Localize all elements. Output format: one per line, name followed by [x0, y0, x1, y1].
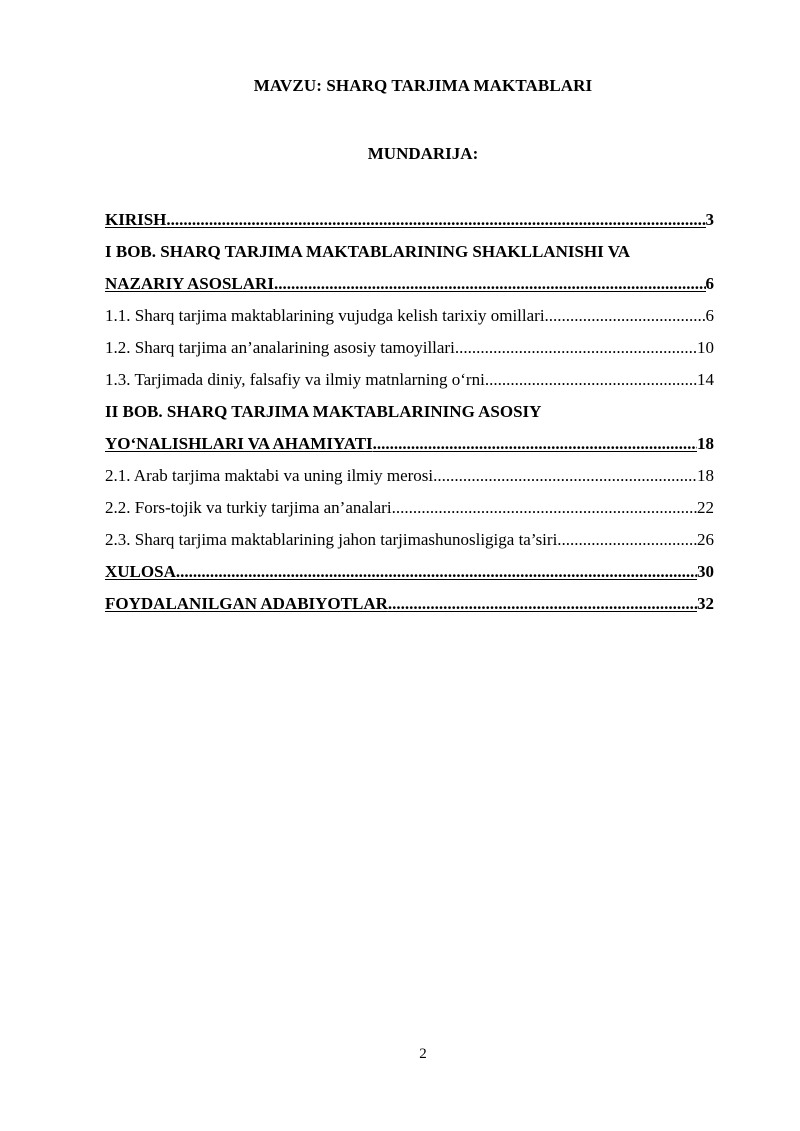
toc-entry-page: 14	[697, 370, 714, 389]
toc-heading: MUNDARIJA:	[367, 144, 479, 163]
toc-entry-title: 1.1. Sharq tarjima maktablarining vujudga kelish tarixiy omillari	[105, 306, 545, 325]
toc-entry-page: 26	[697, 530, 714, 549]
toc-entry-chapter-2-line-1[interactable]	[105, 396, 714, 428]
toc-entry-chapter-1-line-2[interactable]	[105, 268, 714, 300]
toc-dot-leader	[485, 364, 697, 396]
toc-entry-page: 3	[705, 210, 714, 229]
table-of-contents	[105, 204, 714, 620]
toc-entry-references[interactable]	[105, 588, 714, 620]
toc-dot-leader	[166, 204, 705, 236]
toc-dot-leader	[455, 332, 697, 364]
toc-entry-page: 18	[697, 466, 714, 485]
toc-entry-page: 6	[705, 306, 714, 325]
toc-dot-leader	[545, 300, 706, 332]
toc-entry-title: YO‘NALISHLARI VA AHAMIYATI	[105, 434, 373, 453]
toc-dot-leader	[274, 268, 706, 300]
toc-entry-chapter-2-line-2[interactable]	[105, 428, 714, 460]
toc-entry-page: 32	[697, 594, 714, 613]
toc-dot-leader	[388, 588, 697, 620]
toc-entry-title: NAZARIY ASOSLARI	[105, 274, 274, 293]
toc-entry-section-1-2[interactable]	[105, 332, 714, 364]
toc-entry-section-2-3[interactable]	[105, 524, 714, 556]
toc-entry-title: II BOB. SHARQ TARJIMA MAKTABLARINING ASOSIY	[105, 402, 542, 421]
toc-entry-section-1-1[interactable]	[105, 300, 714, 332]
toc-entry-title: 2.2. Fors-tojik va turkiy tarjima an’analari	[105, 498, 392, 517]
toc-dot-leader	[433, 460, 697, 492]
toc-entry-page: 30	[697, 562, 714, 581]
toc-entry-title: 2.3. Sharq tarjima maktablarining jahon tarjimashunosligiga ta’siri	[105, 530, 558, 549]
toc-entry-chapter-1-line-1[interactable]	[105, 236, 714, 268]
page-number: 2	[419, 1046, 427, 1062]
toc-dot-leader	[392, 492, 697, 524]
toc-entry-title: KIRISH	[105, 210, 167, 229]
topic-title: MAVZU: SHARQ TARJIMA MAKTABLARI	[253, 76, 593, 95]
toc-dot-leader	[557, 524, 697, 556]
toc-entry-page: 6	[705, 274, 714, 293]
toc-entry-page: 22	[697, 498, 714, 517]
toc-entry-title: 2.1. Arab tarjima maktabi va uning ilmiy merosi	[105, 466, 434, 485]
toc-dot-leader	[176, 556, 697, 588]
toc-entry-title: FOYDALANILGAN ADABIYOTLAR	[105, 594, 388, 613]
toc-entry-page: 18	[697, 434, 714, 453]
toc-entry-xulosa[interactable]	[105, 556, 714, 588]
toc-entry-section-1-3[interactable]	[105, 364, 714, 396]
toc-entry-kirish[interactable]	[105, 204, 714, 236]
toc-entry-title: I BOB. SHARQ TARJIMA MAKTABLARINING SHAKLLANISHI VA	[105, 242, 631, 261]
toc-entry-section-2-1[interactable]	[105, 460, 714, 492]
toc-entry-page: 10	[697, 338, 714, 357]
toc-entry-title: XULOSA	[105, 562, 176, 581]
toc-entry-title: 1.2. Sharq tarjima an’analarining asosiy tamoyillari	[105, 338, 455, 357]
toc-entry-section-2-2[interactable]	[105, 492, 714, 524]
toc-entry-title: 1.3. Tarjimada diniy, falsafiy va ilmiy matnlarning o‘rni	[105, 370, 485, 389]
toc-dot-leader	[373, 428, 697, 460]
